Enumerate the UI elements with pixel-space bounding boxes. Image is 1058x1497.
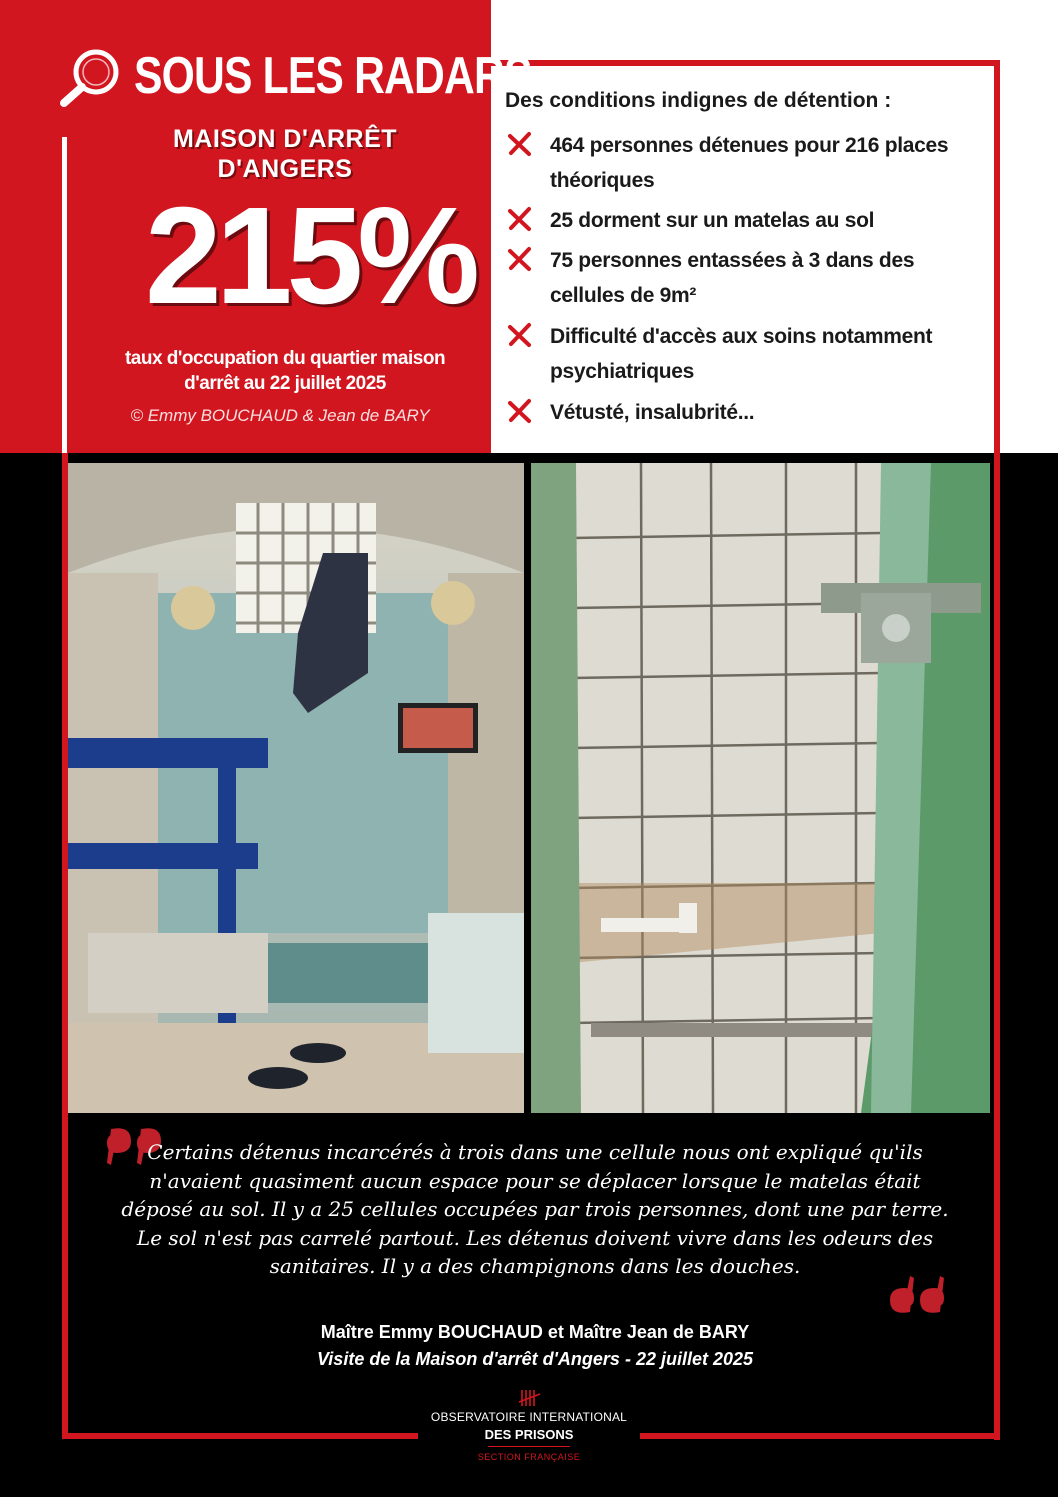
condition-text: 75 personnes entassées à 3 dans des cellules de 9m² [550, 249, 915, 307]
facility-name: MAISON D'ARRÊT D'ANGERS [172, 125, 398, 183]
tally-marks-icon [518, 1388, 542, 1408]
frame-top-line [491, 60, 999, 66]
magnifier-icon [58, 46, 124, 108]
cross-icon [505, 128, 535, 158]
testimony-quote: Certains détenus incarcérés à trois dans une cellule nous ont expliqué qu'ils n'avaient quasiment aucun espace pour se déplacer lorsque le matelas était déposé au sol. Il y a 25 cellules occupées par trois personnes, dont une par terre. Le sol n'est pas carrelé partout. Les détenus doivent vivre dans les odeurs des sanitaires. Il y a des champignons dans les douches. [121, 1140, 949, 1278]
quote-author: Maître Emmy BOUCHAUD et Maître Jean de BARY [320, 1322, 750, 1342]
condition-text: Vétusté, insalubrité... [550, 401, 755, 424]
cross-icon [505, 395, 535, 425]
visit-info: Visite de la Maison d'arrêt d'Angers - 22 juillet 2025 [316, 1349, 754, 1369]
prison-cell-photo-icon [68, 463, 524, 1113]
org-name-line2: DES PRISONS [484, 1427, 574, 1442]
occupancy-rate: 215% [145, 179, 474, 333]
frame-right-line [994, 60, 1000, 1440]
condition-text: Difficulté d'accès aux soins notamment psychiatriques [550, 325, 933, 383]
conditions-title: Des conditions indignes de détention : [505, 89, 892, 112]
org-divider [488, 1446, 570, 1447]
org-name-line1: OBSERVATOIRE INTERNATIONAL [430, 1410, 628, 1424]
frame-bottom-left-line [62, 1433, 418, 1439]
shower-photo [531, 463, 990, 1113]
frame-white-line [62, 137, 67, 453]
shower-photo-icon [531, 463, 990, 1113]
cross-icon [505, 243, 535, 273]
occupancy-caption: taux d'occupation du quartier maison d'arrêt au 22 juillet 2025 [124, 348, 446, 394]
condition-text: 25 dorment sur un matelas au sol [550, 209, 875, 232]
cross-icon [505, 319, 535, 349]
photo-credit: © Emmy BOUCHAUD & Jean de BARY [130, 406, 430, 425]
page-title: SOUS LES RADARS [134, 47, 532, 105]
cell-photo [68, 463, 524, 1113]
org-section: SECTION FRANÇAISE [477, 1452, 581, 1462]
condition-text: 464 personnes détenues pour 216 places théoriques [550, 134, 949, 192]
cross-icon [505, 203, 535, 233]
frame-bottom-right-line [640, 1433, 1000, 1439]
